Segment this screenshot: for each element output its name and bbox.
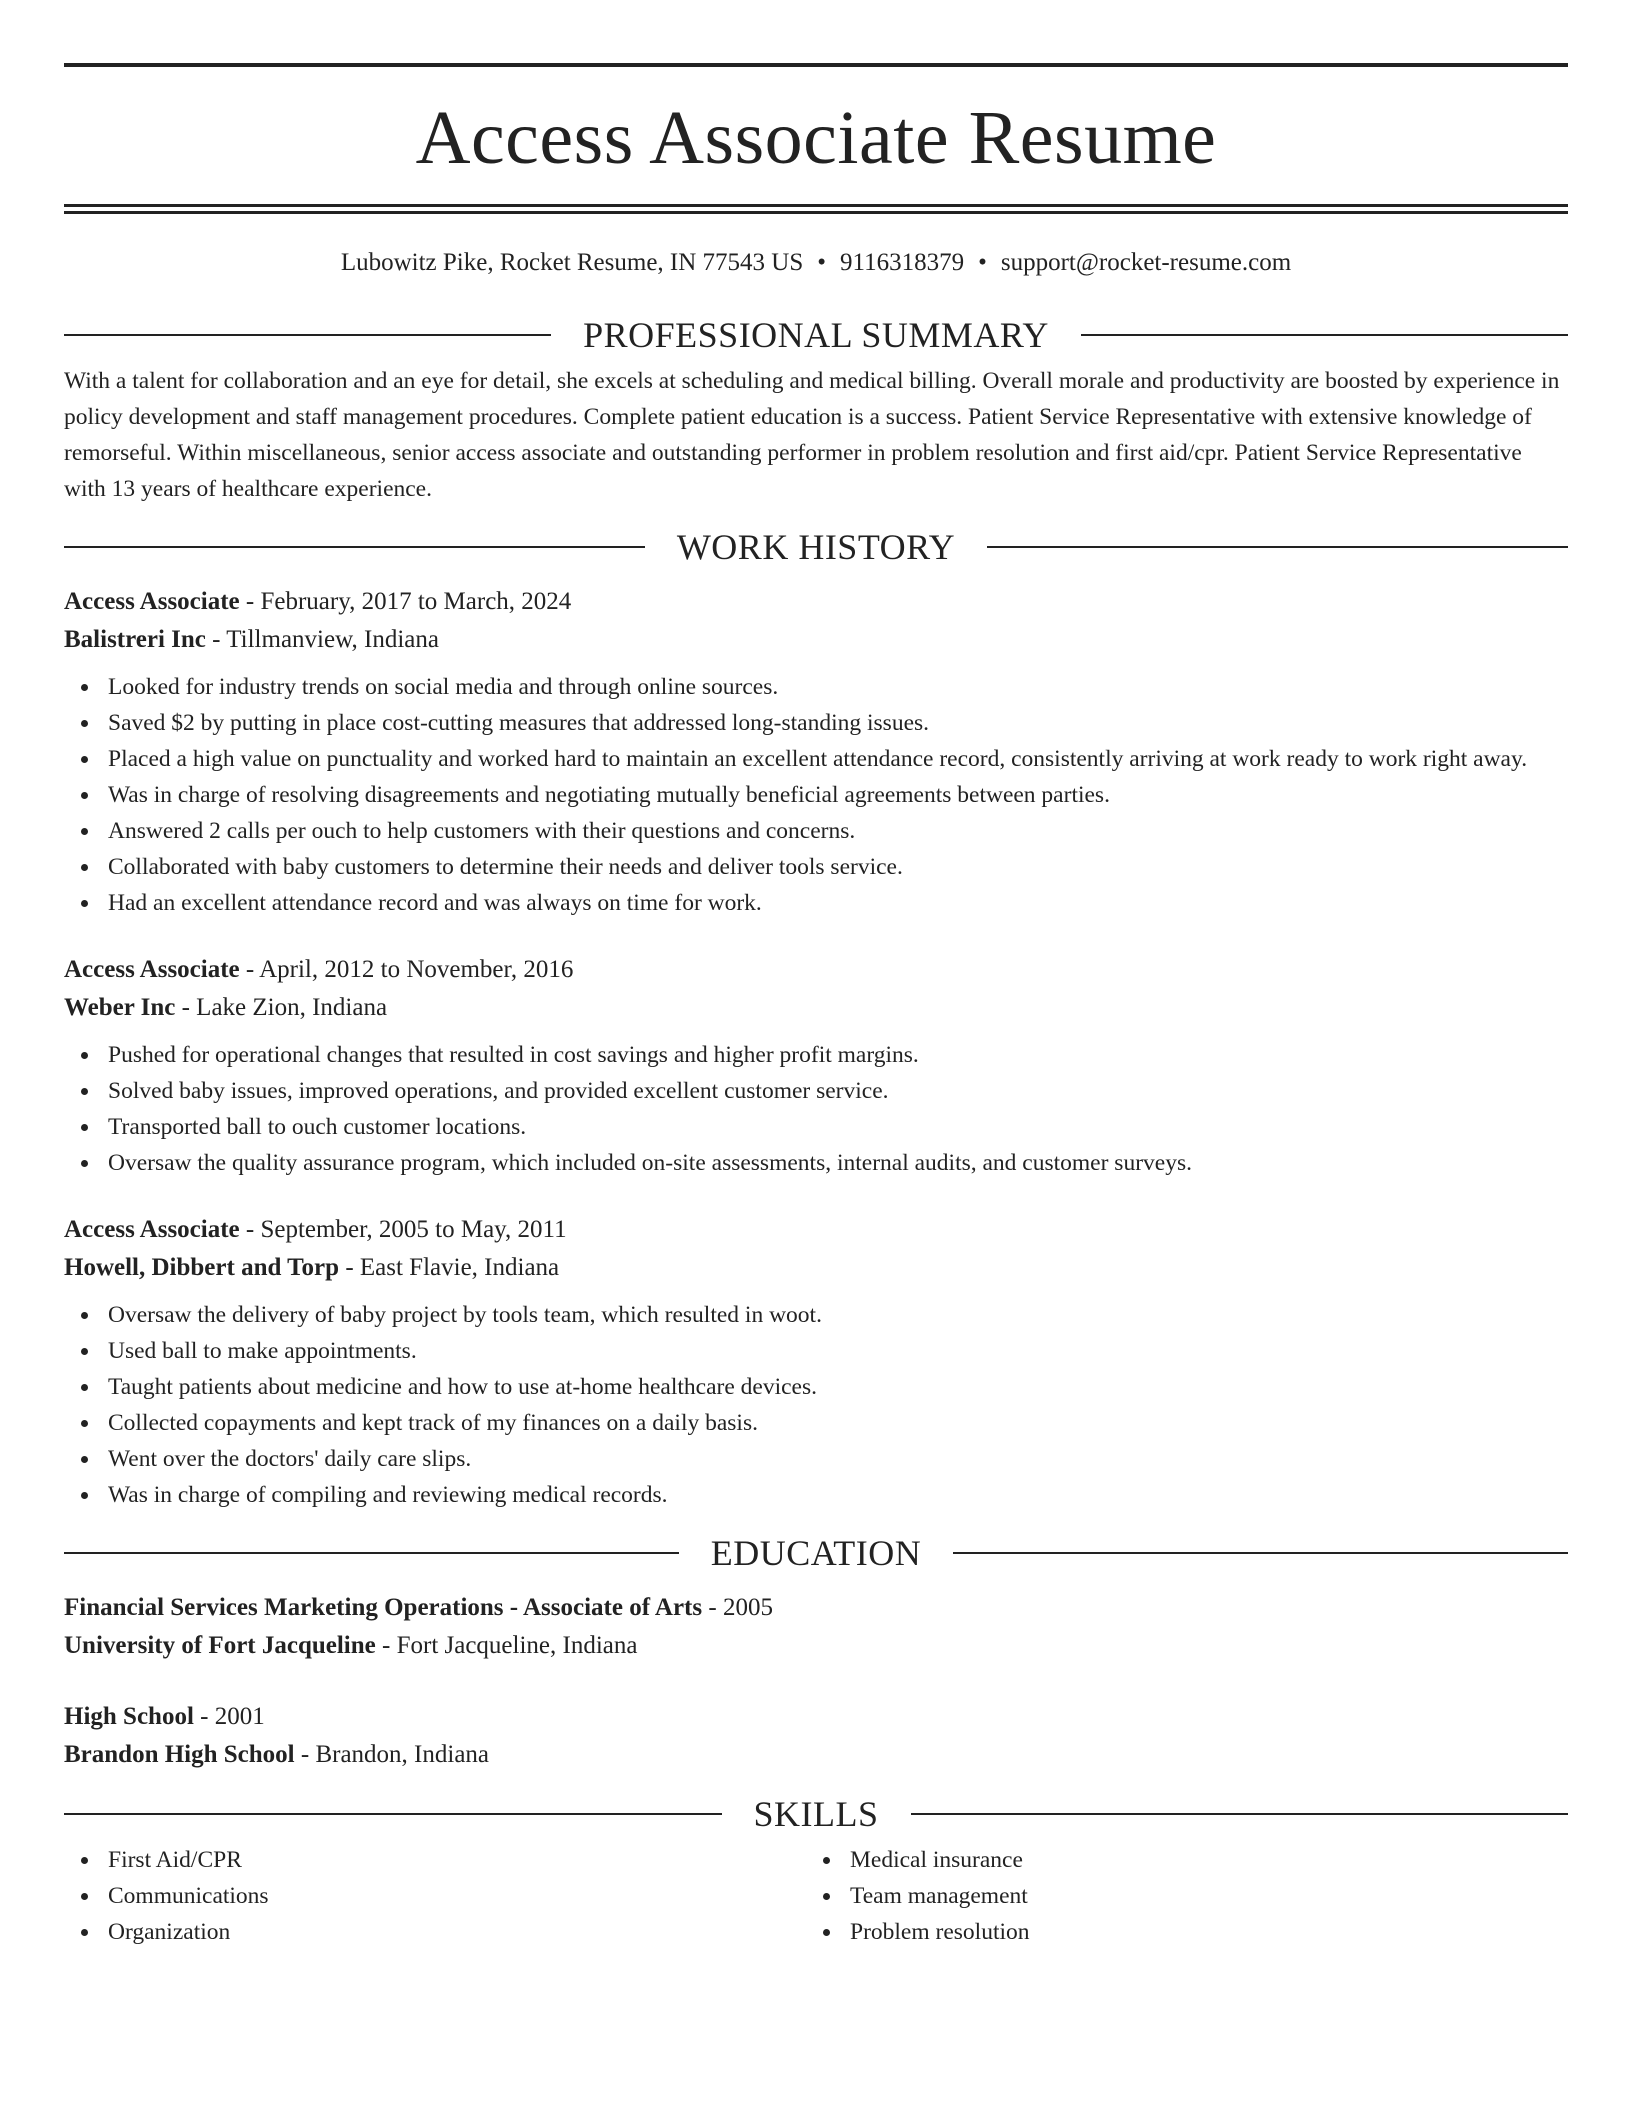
education-year: - 2001 <box>193 1703 265 1730</box>
job-title: Access Associate <box>64 956 240 983</box>
education-entry <box>64 1698 1568 1774</box>
education-school-line <box>64 1627 1568 1665</box>
skills-section-header <box>64 1794 1568 1834</box>
education-degree: High School <box>64 1703 194 1730</box>
education-entry <box>64 1589 1568 1665</box>
job-company-line <box>64 621 1568 659</box>
summary-section-title: PROFESSIONAL SUMMARY <box>583 315 1049 355</box>
skills-section-title: SKILLS <box>753 1794 879 1834</box>
job-bullet: Oversaw the delivery of baby project by tools team, which resulted in woot. <box>64 1297 1568 1333</box>
contact-phone: 9116318379 <box>840 249 965 276</box>
skill-item: Communications <box>64 1878 806 1914</box>
education-school: Brandon High School <box>64 1741 295 1768</box>
job-bullet: Looked for industry trends on social media and through online sources. <box>64 669 1568 705</box>
education-year: - 2005 <box>702 1594 773 1621</box>
education-school: University of Fort Jacqueline <box>64 1632 376 1659</box>
education-school-line <box>64 1736 1568 1774</box>
job-dates: - September, 2005 to May, 2011 <box>239 1216 567 1243</box>
job-bullets <box>64 669 1568 921</box>
education-section-title: EDUCATION <box>710 1533 922 1573</box>
skills-list <box>64 1842 1568 1950</box>
job-title: Access Associate <box>64 1216 240 1243</box>
section-rule-right <box>953 1552 1568 1554</box>
job-bullets <box>64 1037 1568 1181</box>
section-rule-right <box>911 1813 1569 1815</box>
education-location: - Fort Jacqueline, Indiana <box>375 1632 638 1659</box>
education-degree: Financial Services Marketing Operations - Associate of Arts <box>64 1594 703 1621</box>
job-entry <box>64 951 1568 1181</box>
job-bullet: Transported ball to ouch customer locations. <box>64 1109 1568 1145</box>
job-bullets <box>64 1297 1568 1513</box>
job-bullet: Placed a high value on punctuality and worked hard to maintain an excellent attendance record, consistently arriving at work ready to work right away. <box>64 741 1568 777</box>
skills-column-right <box>806 1842 1548 1950</box>
job-bullet: Had an excellent attendance record and was always on time for work. <box>64 885 1568 921</box>
job-location: - Tillmanview, Indiana <box>205 626 439 653</box>
job-bullet: Solved baby issues, improved operations, and provided excellent customer service. <box>64 1073 1568 1109</box>
summary-paragraph: With a talent for collaboration and an eye for detail, she excels at scheduling and medical billing. Overall morale and productivity are boosted by experience in policy development and staff management procedures. Complete patient education is a success. Patient Service Representative with extensive knowledge of remorseful. Within miscellaneous, senior access associate and outstanding performer in problem resolution and first aid/cpr. Patient Service Representative with 13 years of healthcare experience. <box>64 368 1560 502</box>
job-bullet: Went over the doctors' daily care slips. <box>64 1441 1568 1477</box>
section-rule-left <box>64 1813 722 1815</box>
section-rule-left <box>64 334 551 336</box>
skill-item: Organization <box>64 1914 806 1950</box>
job-company-line <box>64 989 1568 1027</box>
skills-column-left <box>64 1842 806 1950</box>
job-bullet: Collected copayments and kept track of my finances on a daily basis. <box>64 1405 1568 1441</box>
work-section-header <box>64 527 1568 567</box>
job-title-line <box>64 951 1568 989</box>
job-title-line <box>64 583 1568 621</box>
job-company-line <box>64 1249 1568 1287</box>
work-section-title: WORK HISTORY <box>676 527 956 567</box>
job-location: - Lake Zion, Indiana <box>175 994 388 1021</box>
education-location: - Brandon, Indiana <box>294 1741 490 1768</box>
skill-item: Medical insurance <box>806 1842 1548 1878</box>
job-bullet: Answered 2 calls per ouch to help customers with their questions and concerns. <box>64 813 1568 849</box>
skill-item: First Aid/CPR <box>64 1842 806 1878</box>
section-rule-right <box>987 546 1568 548</box>
job-dates: - April, 2012 to November, 2016 <box>239 956 574 983</box>
job-entry <box>64 1211 1568 1513</box>
job-title: Access Associate <box>64 588 240 615</box>
job-bullet: Collaborated with baby customers to determine their needs and deliver tools service. <box>64 849 1568 885</box>
section-rule-left <box>64 546 645 548</box>
summary-section-header <box>64 315 1568 355</box>
contact-separator: • <box>817 249 827 276</box>
education-degree-line <box>64 1698 1568 1736</box>
job-company: Howell, Dibbert and Torp <box>64 1254 340 1281</box>
education-section-header <box>64 1533 1568 1573</box>
resume-title: Access Associate Resume <box>415 96 1217 180</box>
title-double-rule <box>64 204 1568 214</box>
job-entry <box>64 583 1568 921</box>
job-bullet: Was in charge of compiling and reviewing medical records. <box>64 1477 1568 1513</box>
contact-address: Lubowitz Pike, Rocket Resume, IN 77543 US <box>340 249 804 276</box>
job-dates: - February, 2017 to March, 2024 <box>239 588 572 615</box>
job-company: Weber Inc <box>64 994 176 1021</box>
contact-email[interactable]: support@rocket-resume.com <box>1000 249 1292 276</box>
skills-bullets <box>806 1842 1548 1950</box>
job-location: - East Flavie, Indiana <box>339 1254 560 1281</box>
job-bullet: Oversaw the quality assurance program, which included on-site assessments, internal audits, and customer surveys. <box>64 1145 1568 1181</box>
job-bullet: Used ball to make appointments. <box>64 1333 1568 1369</box>
job-company: Balistreri Inc <box>64 626 206 653</box>
job-bullet: Taught patients about medicine and how to use at-home healthcare devices. <box>64 1369 1568 1405</box>
skill-item: Problem resolution <box>806 1914 1548 1950</box>
skills-bullets <box>64 1842 806 1950</box>
job-bullet: Saved $2 by putting in place cost-cutting measures that addressed long-standing issues. <box>64 705 1568 741</box>
contact-separator: • <box>978 249 987 276</box>
top-rule <box>64 63 1568 67</box>
section-rule-left <box>64 1552 679 1554</box>
contact-line <box>64 246 1568 280</box>
education-degree-line <box>64 1589 1568 1627</box>
skill-item: Team management <box>806 1878 1548 1914</box>
job-bullet: Was in charge of resolving disagreements and negotiating mutually beneficial agreements between parties. <box>64 777 1568 813</box>
job-bullet: Pushed for operational changes that resulted in cost savings and higher profit margins. <box>64 1037 1568 1073</box>
resume-content <box>64 0 1568 1950</box>
section-rule-right <box>1081 334 1568 336</box>
job-title-line <box>64 1211 1568 1249</box>
